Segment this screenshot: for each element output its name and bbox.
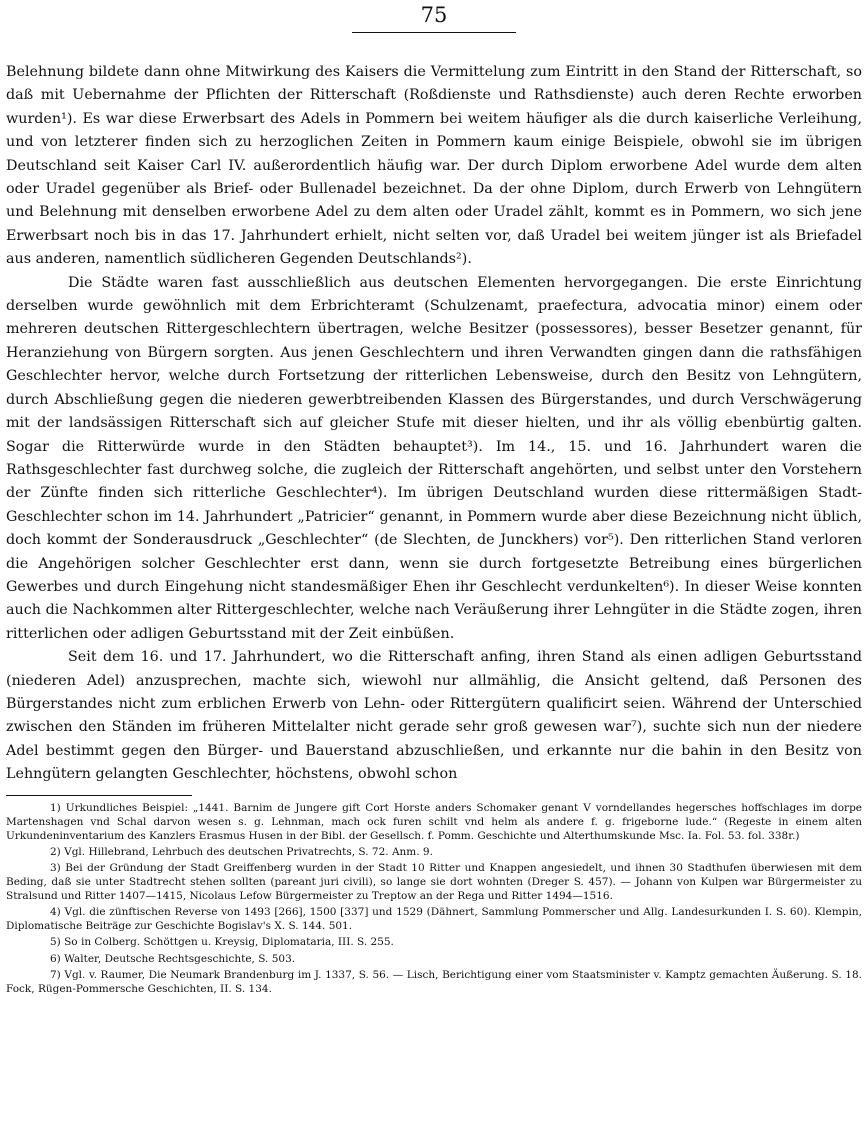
footnote-5-text: 5) So in Colberg. Schöttgen u. Kreysig, Diplomataria, III. S. 255. (50, 936, 394, 949)
footnote-6 (6, 952, 862, 966)
footnote-6-text: 6) Walter, Deutsche Rechtsgeschichte, S. 503. (50, 952, 296, 965)
footnote-rule (6, 795, 192, 796)
paragraph-2: Die Städte waren fast ausschließlich aus deutschen Elementen hervorgegangen. Die erste Einrichtung derselben wurde gewöhnlich mit dem Erbrichteramt (Schulzenamt, praefectura, advocatia minor) einem oder mehreren deutschen Rittergeschlechtern übertragen, welche Besitzer (possessores), besser Besetzer genannt, für Heranziehung von Bürgern sorgten. Aus jenen Geschlechtern und ihren Verwandten gingen dann die rathsfähigen Geschlechter hervor, welche durch Fortsetzung der ritterlichen Lebensweise, durch den Besitz von Lehngütern, durch Abschließung gegen die niederen gewerbtreibenden Klassen des Bürgerstandes, und durch Verschwägerung mit der landsässigen Ritterschaft sich auf gleicher Stufe mit dieser hielten, und ihr als völlig ebenbürtig galten. Sogar die Ritterwürde wurde in den Städten behauptet³). Im 14., 15. und 16. Jahrhundert waren die Rathsgeschlechter fast durchweg solche, die zugleich der Ritterschaft angehörten, und selbst unter den Vorstehern der Zünfte finden sich ritterliche Geschlechter⁴). Im übrigen Deutschland wurden diese rittermäßigen Stadt-Geschlechter schon im 14. Jahrhundert „Patricier“ genannt, in Pommern wurde aber diese Bezeichnung nicht üblich, doch kommt der Sonderausdruck „Geschlechter“ (de Slechten, de Junckhers) vor⁵). Den ritterlichen Stand verloren die Angehörigen solcher Geschlechter erst dann, wenn sie durch fortgesetzte Betreibung eines bürgerlichen Gewerbes und durch Eingehung nicht standesmäßiger Ehen ihr Geschlecht verdunkelten⁶). In dieser Weise konnten auch die Nachkommen alter Rittergeschlechter, welche nach Veräußerung ihrer Lehngüter in die Städte zogen, ihren ritterlichen oder adligen Geburtsstand mit der Zeit einbüßen. (6, 274, 862, 642)
footnote-2-text: 2) Vgl. Hillebrand, Lehrbuch des deutschen Privatrechts, S. 72. Anm. 9. (50, 845, 433, 858)
footnote-5 (6, 935, 862, 949)
footnote-1-text: 1) Urkundliches Beispiel: „1441. Barnim de Jungere gift Cort Horste anders Schomaker genant V vorndellandes hegersches hoffschlages im dorpe Martenshagen vnd Schal darvon wesen s. g. Lehnman, mach ock furen schilt vnd helm als andere f. g. frigeborne lude.“ (Regeste in einem alten Urkundeninventarium des Kanzlers Erasmus Husen in der Bibl. der Gesellsch. f. Pomm. Geschichte und Alterthumskunde Msc. Ia. Fol. 53. fol. 338r.) (6, 801, 862, 842)
document-page (6, 0, 862, 998)
footnote-7 (6, 968, 862, 996)
page-number: 75 (420, 3, 448, 27)
footnote-1 (6, 801, 862, 843)
footnote-4 (6, 905, 862, 933)
footnote-7-text: 7) Vgl. v. Raumer, Die Neumark Brandenburg im J. 1337, S. 56. — Lisch, Berichtigung einer vom Staatsminister v. Kamptz gemachten Äußerung. S. 18. Fock, Rügen-Pommersche Geschichten, II. S. 134. (6, 968, 862, 995)
footnote-3-text: 3) Bei der Gründung der Stadt Greiffenberg wurden in der Stadt 10 Ritter und Knappen angesiedelt, und ihnen 30 Stadthufen überwiesen mit dem Beding, daß sie unter Stadtrecht stehen sollten (pareant juri civili), so lange sie dort wohnten (Dreger S. 457). — Johann von Kulpen war Bürgermeister zu Stralsund und Ritter 1407—1415, Nicolaus Lefow Bürgermeister zu Treptow an der Rega und Ritter 1494—1516. (6, 861, 862, 903)
footnotes (6, 801, 862, 996)
header-rule (352, 32, 516, 33)
footnote-4-text: 4) Vgl. die zünftischen Reverse von 1493 [266], 1500 [337] und 1529 (Dähnert, Sammlung Pommerscher und Allg. Landesurkunden I. S. 60). Klempin, Diplomatische Beiträge zur Geschichte Bogislav's X. S. 144. 501. (6, 906, 862, 933)
paragraph-1: Belehnung bildete dann ohne Mitwirkung des Kaisers die Vermittelung zum Eintritt in den Stand der Ritterschaft, so daß mit Uebernahme der Pflichten der Ritterschaft (Roßdienste und Rathsdienste) auch deren Rechte erworben wurden¹). Es war diese Erwerbsart des Adels in Pommern bei weitem häufiger als die durch kaiserliche Verleihung, und von letzterer finden sich zu herzoglichen Zeiten in Pommern kaum einige Beispiele, obwohl sie im übrigen Deutschland seit Kaiser Carl IV. außerordentlich häufig war. Der durch Diplom erworbene Adel wurde dem alten oder Uradel gegenüber als Brief- oder Bullenadel bezeichnet. Da der ohne Diplom, durch Erwerb von Lehngütern und Belehnung mit denselben erworbene Adel zu dem alten oder Uradel zählt, kommt es in Pommern, wo sich jene Erwerbsart noch bis in das 17. Jahrhundert erhielt, nicht selten vor, daß Uradel bei weitem jünger ist als Briefadel aus anderen, namentlich südlicheren Gegenden Deutschlands²). (6, 64, 862, 268)
footnote-2 (6, 845, 862, 859)
main-text (6, 61, 862, 787)
paragraph-3: Seit dem 16. und 17. Jahrhundert, wo die Ritterschaft anfing, ihren Stand als einen adligen Geburtsstand (niederen Adel) anzusprechen, machte sich, wiewohl nur allmählig, die Ansicht geltend, daß Personen des Bürgerstandes nicht zum erblichen Erwerb von Lehn- oder Rittergütern qualificirt seien. Während der Unterschied zwischen den Ständen im früheren Mittelalter nicht gerade sehr groß gewesen war⁷), suchte sich nun der niedere Adel bestimmt gegen den Bürger- und Bauerstand abzuschließen, und erkannte nur die bahin in den Besitz von Lehngütern gelangten Geschlechter, höchstens, obwohl schon (6, 649, 862, 783)
footnote-3 (6, 861, 862, 903)
